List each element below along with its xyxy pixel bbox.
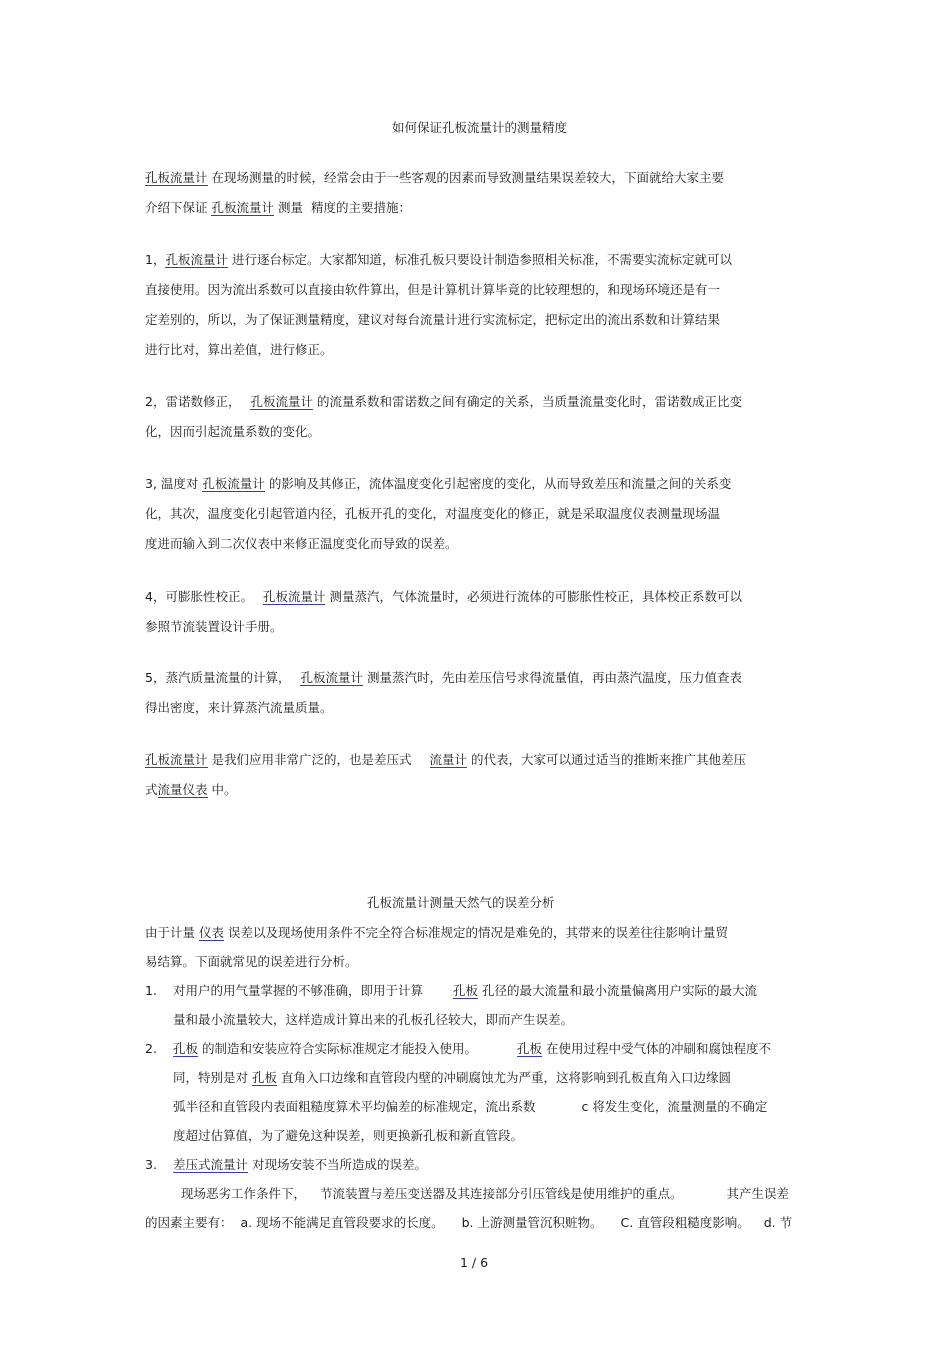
link-instrument[interactable]: 仪表 — [198, 925, 224, 940]
list-item-2-line-2: 同，特别是对 孔板 直角入口边缘和直管段内壁的冲刷腐蚀尤为严重，这将影响到孔板直角入口边缘圆 — [173, 1070, 731, 1085]
list-item-3-line-3: 的因素主要有： a. 现场不能满足直管段要求的长度。 b. 上游测量管沉积赃物。 C. 直管段粗糙度影响。 d. 节 — [145, 1215, 793, 1230]
para-6-line-1: 孔板流量计 是我们应用非常广泛的，也是差压式 流量计 的代表，大家可以通过适当的推断来推广其他差压 — [145, 752, 746, 767]
section-2-line-2: 易结算。下面就常见的误差进行分析。 — [145, 954, 358, 969]
para-3-line-2: 化，其次，温度变化引起管道内径，孔板开孔的变化，对温度变化的修正，就是采取温度仪表测量现场温 — [145, 506, 721, 521]
list-number-2: 2. — [145, 1041, 157, 1056]
list-number-1: 1. — [145, 983, 157, 998]
list-item-1-line-1: 对用户的用气量掌握的不够准确，即用于计算 孔板 孔径的最大流量和最小流量偏离用户实际的最大流 — [173, 983, 758, 998]
para-5-line-2: 得出密度，来计算蒸汽流量质量。 — [145, 700, 333, 715]
list-item-2-line-1: 孔板 的制造和安装应符合实际标准规定才能投入使用。 孔板 在使用过程中受气体的冲刷和腐蚀程度不 — [173, 1041, 771, 1056]
para-3-line-1: 3, 温度对 孔板流量计 的影响及其修正，流体温度变化引起密度的变化，从而导致差压和流量之间的关系变 — [145, 476, 732, 491]
list-item-3-line-2: 现场恶劣工作条件下， 节流装置与差压变送器及其连接部分引压管线是使用维护的重点。 其产生误差 — [181, 1186, 790, 1201]
para-1-line-3: 定差别的，所以，为了保证测量精度，建议对每台流量计进行实流标定，把标定出的流出系数和计算结果 — [145, 312, 721, 327]
para-1-line-1: 1，孔板流量计 进行逐台标定。大家都知道，标准孔板只要设计制造参照相关标准，不需要实流标定就可以 — [145, 252, 732, 267]
list-item-3-line-1: 差压式流量计 对现场安装不当所造成的误差。 — [173, 1157, 427, 1172]
link-orifice[interactable]: 孔板 — [453, 983, 479, 998]
link-orifice-flowmeter[interactable]: 孔板流量计 — [165, 252, 228, 267]
link-orifice-flowmeter[interactable]: 孔板流量计 — [300, 670, 363, 685]
para-4-line-2: 参照节流装置设计手册。 — [145, 619, 283, 634]
link-orifice-flowmeter[interactable]: 孔板流量计 — [250, 394, 313, 409]
link-orifice[interactable]: 孔板 — [251, 1070, 277, 1085]
link-flowmeter[interactable]: 流量计 — [429, 752, 468, 767]
para-1-line-2: 直接使用。因为流出系数可以直接由软件算出，但是计算机计算毕竟的比较理想的，和现场环境还是有一 — [145, 282, 721, 297]
link-flow-instrument[interactable]: 流量仪表 — [157, 782, 208, 797]
list-item-2-line-4: 度超过估算值，为了避免这种误差，则更换新孔板和新直管段。 — [173, 1128, 524, 1143]
para-1-line-4: 进行比对，算出差值，进行修正。 — [145, 342, 333, 357]
link-orifice[interactable]: 孔板 — [517, 1041, 543, 1056]
list-item-1-line-2: 量和最小流量较大，这样造成计算出来的孔板孔径较大，即而产生误差。 — [173, 1012, 574, 1027]
para-2-line-1: 2，雷诺数修正， 孔板流量计 的流量系数和雷诺数之间有确定的关系，当质量流量变化时，雷诺数成正比变 — [145, 394, 742, 409]
para-2-line-2: 化，因而引起流量系数的变化。 — [145, 424, 321, 439]
page-number: 1 / 6 — [460, 1255, 489, 1270]
para-6-line-2: 式流量仪表 中。 — [145, 782, 237, 797]
title-1: 如何保证孔板流量计的测量精度 — [392, 120, 568, 135]
para-3-line-3: 度进而输入到二次仪表中来修正温度变化而导致的误差。 — [145, 536, 458, 551]
para-5-line-1: 5，蒸汽质量流量的计算， 孔板流量计 测量蒸汽时，先由差压信号求得流量值，再由蒸汽温度，压力值查表 — [145, 670, 742, 685]
link-orifice-flowmeter[interactable]: 孔板流量计 — [202, 476, 265, 491]
link-dp-flowmeter[interactable]: 差压式流量计 — [173, 1157, 249, 1172]
list-number-3: 3. — [145, 1157, 157, 1172]
link-orifice[interactable]: 孔板 — [173, 1041, 199, 1056]
link-orifice-flowmeter[interactable]: 孔板流量计 — [211, 200, 274, 215]
list-item-2-line-3: 弧半径和直管段内表面粗糙度算术平均偏差的标准规定，流出系数 c 将发生变化，流量测量的不确定 — [173, 1099, 768, 1114]
link-orifice-flowmeter[interactable]: 孔板流量计 — [145, 170, 208, 185]
intro-line-2: 介绍下保证 孔板流量计 测量 精度的主要措施： — [145, 200, 411, 215]
section-2-line-1: 由于计量 仪表 误差以及现场使用条件不完全符合标准规定的情况是难免的，其带来的误差往往影响计量贸 — [145, 925, 728, 940]
link-orifice-flowmeter[interactable]: 孔板流量计 — [145, 752, 208, 767]
title-2: 孔板流量计测量天然气的误差分析 — [367, 895, 555, 910]
para-4-line-1: 4，可膨胀性校正。 孔板流量计 测量蒸汽，气体流量时，必须进行流体的可膨胀性校正，具体校正系数可以 — [145, 589, 742, 604]
link-orifice-flowmeter[interactable]: 孔板流量计 — [262, 589, 326, 604]
intro-line-1: 孔板流量计 在现场测量的时候，经常会由于一些客观的因素而导致测量结果误差较大，下面就给大家主要 — [145, 170, 724, 185]
